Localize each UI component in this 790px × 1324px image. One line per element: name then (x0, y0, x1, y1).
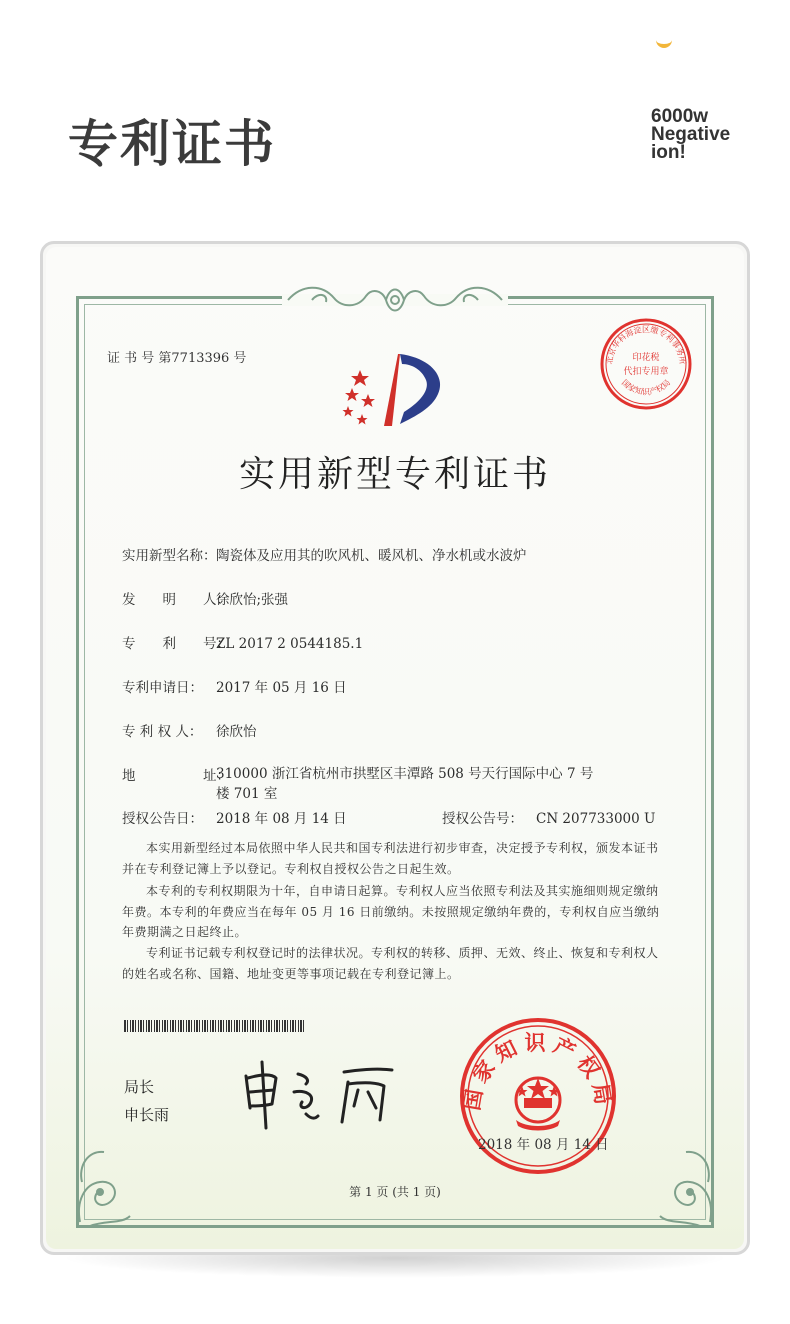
field-utility-model-name (122, 544, 527, 564)
barcode-bar (132, 1020, 134, 1032)
barcode-bar (220, 1020, 222, 1032)
field-inventor (122, 588, 288, 608)
barcode-bar (175, 1020, 176, 1032)
barcode-bar (167, 1020, 168, 1032)
barcode-bar (282, 1020, 283, 1032)
field-patentee (122, 720, 257, 740)
barcode-bar (188, 1020, 190, 1032)
barcode-bar (218, 1020, 219, 1032)
barcode-bar (172, 1020, 174, 1032)
barcode-icon (124, 1020, 306, 1032)
field-value: 2017 年 05 月 16 日 (216, 680, 347, 696)
field-label: 授权公告号： (442, 811, 523, 827)
barcode-bar (234, 1020, 235, 1032)
accent-mark (656, 34, 672, 48)
barcode-bar (191, 1020, 192, 1032)
field-label: 发 明 人： (122, 592, 230, 608)
barcode-bar (204, 1020, 206, 1032)
barcode-bar (124, 1020, 126, 1032)
field-label: 专 利 权 人： (122, 724, 203, 740)
barcode-bar (196, 1020, 198, 1032)
barcode-bar (271, 1020, 272, 1032)
barcode-bar (274, 1020, 275, 1032)
barcode-bar (159, 1020, 160, 1032)
barcode-bar (231, 1020, 232, 1032)
barcode-bar (138, 1020, 139, 1032)
small-seal-arc-text: 北京华科海淀区缴专利事务所 (604, 325, 688, 365)
tagline (651, 108, 761, 162)
barcode-bar (258, 1020, 259, 1032)
patent-office-logo-icon (338, 350, 450, 432)
barcode-bar (252, 1020, 254, 1032)
barcode-bar (202, 1020, 203, 1032)
field-value: 徐欣怡 (216, 724, 257, 740)
barcode-bar (199, 1020, 200, 1032)
tagline-line-2: Negative (651, 124, 731, 145)
field-filing-date (122, 676, 347, 696)
barcode-bar (279, 1020, 280, 1032)
barcode-bar (303, 1020, 304, 1032)
field-patent-number (122, 632, 363, 652)
paragraph-2: 本专利的专利权期限为十年，自申请日起算。专利权人应当依照专利法及其实施细则规定缴纳年费。本专利的年费应当在每年 05 月 16 日前缴纳。未按照规定缴纳年费的，专利权自应当缴纳年费期满之日起终止。 (122, 884, 660, 939)
barcode-bar (140, 1020, 142, 1032)
barcode-bar (215, 1020, 216, 1032)
barcode-bar (300, 1020, 302, 1032)
field-value: 陶瓷体及应用其的吹风机、暖风机、净水机或水波炉 (216, 548, 527, 564)
small-seal-bottom-arc-text: 国家知识产权局 (619, 378, 673, 397)
big-seal-arc-text: 国家知识产权局 (459, 1031, 617, 1113)
barcode-bar (127, 1020, 128, 1032)
field-label: 实用新型名称： (122, 548, 217, 564)
barcode-bar (228, 1020, 230, 1032)
barcode-bar (194, 1020, 195, 1032)
barcode-bar (268, 1020, 270, 1032)
barcode-bar (239, 1020, 240, 1032)
barcode-bar (284, 1020, 286, 1032)
barcode-bar (292, 1020, 294, 1032)
top-ornament-icon (282, 280, 508, 320)
seal-date: 2018 年 08 月 14 日 (478, 1137, 609, 1153)
barcode-bar (212, 1020, 214, 1032)
field-value: 2018 年 08 月 14 日 (216, 811, 347, 827)
field-label: 授权公告日： (122, 811, 203, 827)
barcode-bar (242, 1020, 243, 1032)
barcode-bar (207, 1020, 208, 1032)
barcode-bar (226, 1020, 227, 1032)
barcode-bar (135, 1020, 136, 1032)
field-grant-number (442, 807, 655, 827)
field-label: 专 利 号： (122, 636, 230, 652)
barcode-bar (130, 1020, 131, 1032)
certificate-number: 证 书 号 第7713396 号 (107, 351, 247, 366)
barcode-bar (276, 1020, 278, 1032)
field-label: 专利申请日： (122, 680, 203, 696)
barcode-bar (183, 1020, 184, 1032)
field-value: CN 207733000 U (536, 811, 656, 827)
small-seal-center-2: 代扣专用章 (623, 367, 669, 377)
barcode-bar (154, 1020, 155, 1032)
barcode-bar (186, 1020, 187, 1032)
barcode-bar (260, 1020, 262, 1032)
barcode-bar (266, 1020, 267, 1032)
tagline-line-3: ion! (651, 142, 686, 163)
barcode-bar (146, 1020, 147, 1032)
barcode-bar (143, 1020, 144, 1032)
barcode-bar (156, 1020, 158, 1032)
barcode-bar (290, 1020, 291, 1032)
field-value: 徐欣怡;张强 (216, 592, 289, 608)
field-address (122, 764, 230, 784)
barcode-bar (151, 1020, 152, 1032)
director-name: 申长雨 (124, 1106, 170, 1124)
tagline-line-1: 6000w (651, 106, 709, 127)
page-title: 专利证书 (68, 115, 276, 173)
certificate-title: 实用新型专利证书 (238, 454, 551, 495)
barcode-bar (295, 1020, 296, 1032)
barcode-bar (244, 1020, 246, 1032)
barcode-bar (180, 1020, 182, 1032)
barcode-bar (162, 1020, 163, 1032)
paragraph-3: 专利证书记载专利权登记时的法律状况。专利权的转移、质押、无效、终止、恢复和专利权人的姓名或名称、国籍、地址变更等事项记载在专利登记簿上。 (122, 946, 659, 981)
field-value: ZL 2017 2 0544185.1 (216, 636, 364, 652)
barcode-bar (210, 1020, 211, 1032)
small-seal-center-1: 印花税 (632, 353, 660, 363)
barcode-bar (148, 1020, 150, 1032)
bottom-left-ornament-icon (70, 1122, 140, 1232)
barcode-bar (255, 1020, 256, 1032)
barcode-bar (250, 1020, 251, 1032)
field-grant-date (122, 807, 347, 827)
barcode-bar (247, 1020, 248, 1032)
field-label: 地 址： (122, 768, 230, 784)
paragraph-1: 本实用新型经过本局依照中华人民共和国专利法进行初步审查，决定授予专利权，颁发本证书并在专利登记簿上予以登记。专利权自授权公告之日起生效。 (122, 841, 659, 876)
small-seal-bottom-text (620, 378, 672, 396)
barcode-bar (236, 1020, 238, 1032)
barcode-bar (287, 1020, 288, 1032)
field-address-value: 310000 浙江省杭州市拱墅区丰潭路 508 号天行国际中心 7 号楼 701 室 (216, 766, 594, 802)
barcode-bar (298, 1020, 299, 1032)
barcode-bar (178, 1020, 179, 1032)
director-signature-icon (236, 1056, 406, 1136)
page-number: 第 1 页 (共 1 页) (349, 1185, 441, 1199)
director-title: 局长 (124, 1078, 155, 1096)
bottom-right-ornament-icon (650, 1122, 720, 1232)
barcode-bar (170, 1020, 171, 1032)
barcode-bar (263, 1020, 264, 1032)
barcode-bar (164, 1020, 166, 1032)
tax-stamp-seal-icon (598, 316, 694, 412)
barcode-bar (223, 1020, 224, 1032)
